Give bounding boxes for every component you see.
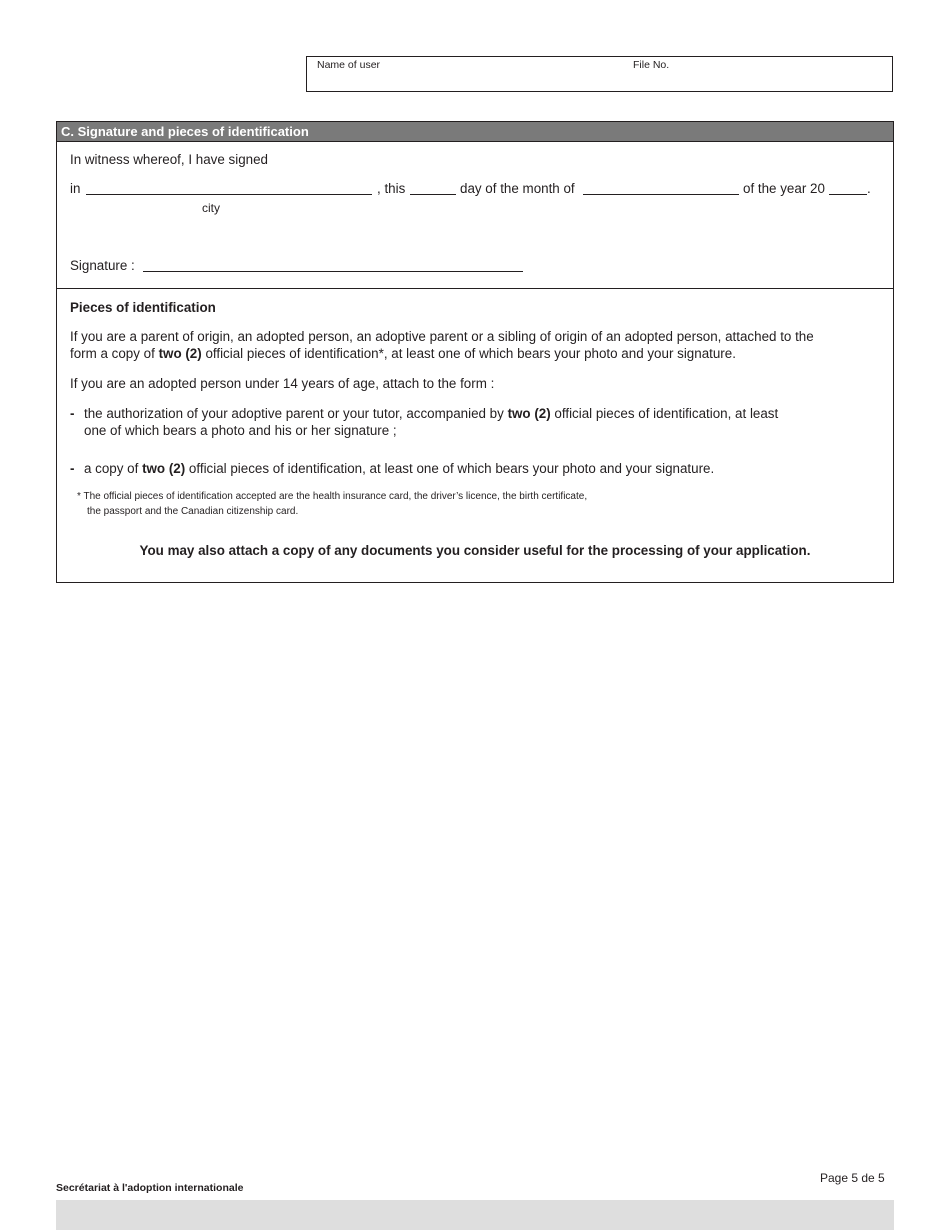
year-label: of the year 20 <box>743 181 825 196</box>
witness-text: In witness whereof, I have signed <box>70 152 268 167</box>
identification-para2: If you are an adopted person under 14 years of age, attach to the form : <box>70 376 495 391</box>
bullet2-bold: two (2) <box>142 461 186 476</box>
para1-pre: form a copy of <box>70 346 159 361</box>
para1-bold: two (2) <box>158 346 202 361</box>
bullet2-text <box>84 461 714 476</box>
section-c-title-text: C. Signature and pieces of identification <box>61 124 309 139</box>
period: . <box>867 181 871 196</box>
identification-para1-line2 <box>70 346 736 361</box>
name-of-user-label: Name of user <box>317 59 381 71</box>
bullet2-post: official pieces of identification, at least one of which bears your photo and your signature. <box>185 461 715 476</box>
signature-label: Signature : <box>70 258 135 273</box>
footer-organization: Secrétariat à l'adoption internationale <box>56 1182 244 1194</box>
day-field[interactable] <box>410 194 456 195</box>
file-no-label: File No. <box>633 59 670 71</box>
footnote-line1: * The official pieces of identification accepted are the health insurance card, the driver’s licence, the birth certificate, <box>77 491 588 502</box>
identification-para1-line1: If you are a parent of origin, an adopted person, an adoptive parent or a sibling of origin of an adopted person, attached to the <box>70 329 814 344</box>
bullet1-line2: one of which bears a photo and his or her signature ; <box>84 423 397 438</box>
month-field[interactable] <box>583 194 739 195</box>
signature-field[interactable] <box>143 271 523 272</box>
footnote-line2: the passport and the Canadian citizenship card. <box>87 506 299 517</box>
bullet2-pre: a copy of <box>84 461 143 476</box>
footer-bar <box>56 1200 894 1230</box>
city-caption: city <box>202 201 220 215</box>
this-label: , this <box>377 181 406 196</box>
closing-note: You may also attach a copy of any documents you consider useful for the processing of your application. <box>139 543 811 558</box>
section-divider <box>57 288 893 289</box>
day-of-month-label: day of the month of <box>460 181 575 196</box>
bullet1-marker: - <box>70 406 75 421</box>
in-label: in <box>70 181 81 196</box>
year-field[interactable] <box>829 194 867 195</box>
user-info-box <box>306 56 893 92</box>
city-field[interactable] <box>86 194 372 195</box>
identification-heading: Pieces of identification <box>70 300 216 315</box>
section-c <box>56 121 894 583</box>
bullet1-pre: the authorization of your adoptive parent or your tutor, accompanied by <box>84 406 508 421</box>
page-number: Page 5 de 5 <box>820 1171 885 1185</box>
bullet1-line1 <box>84 406 778 421</box>
bullet2-marker: - <box>70 461 75 476</box>
para1-post: official pieces of identification*, at least one of which bears your photo and your signature. <box>201 346 736 361</box>
bullet1-bold: two (2) <box>507 406 551 421</box>
bullet1-post: official pieces of identification, at least <box>550 406 779 421</box>
section-c-title <box>57 122 893 142</box>
